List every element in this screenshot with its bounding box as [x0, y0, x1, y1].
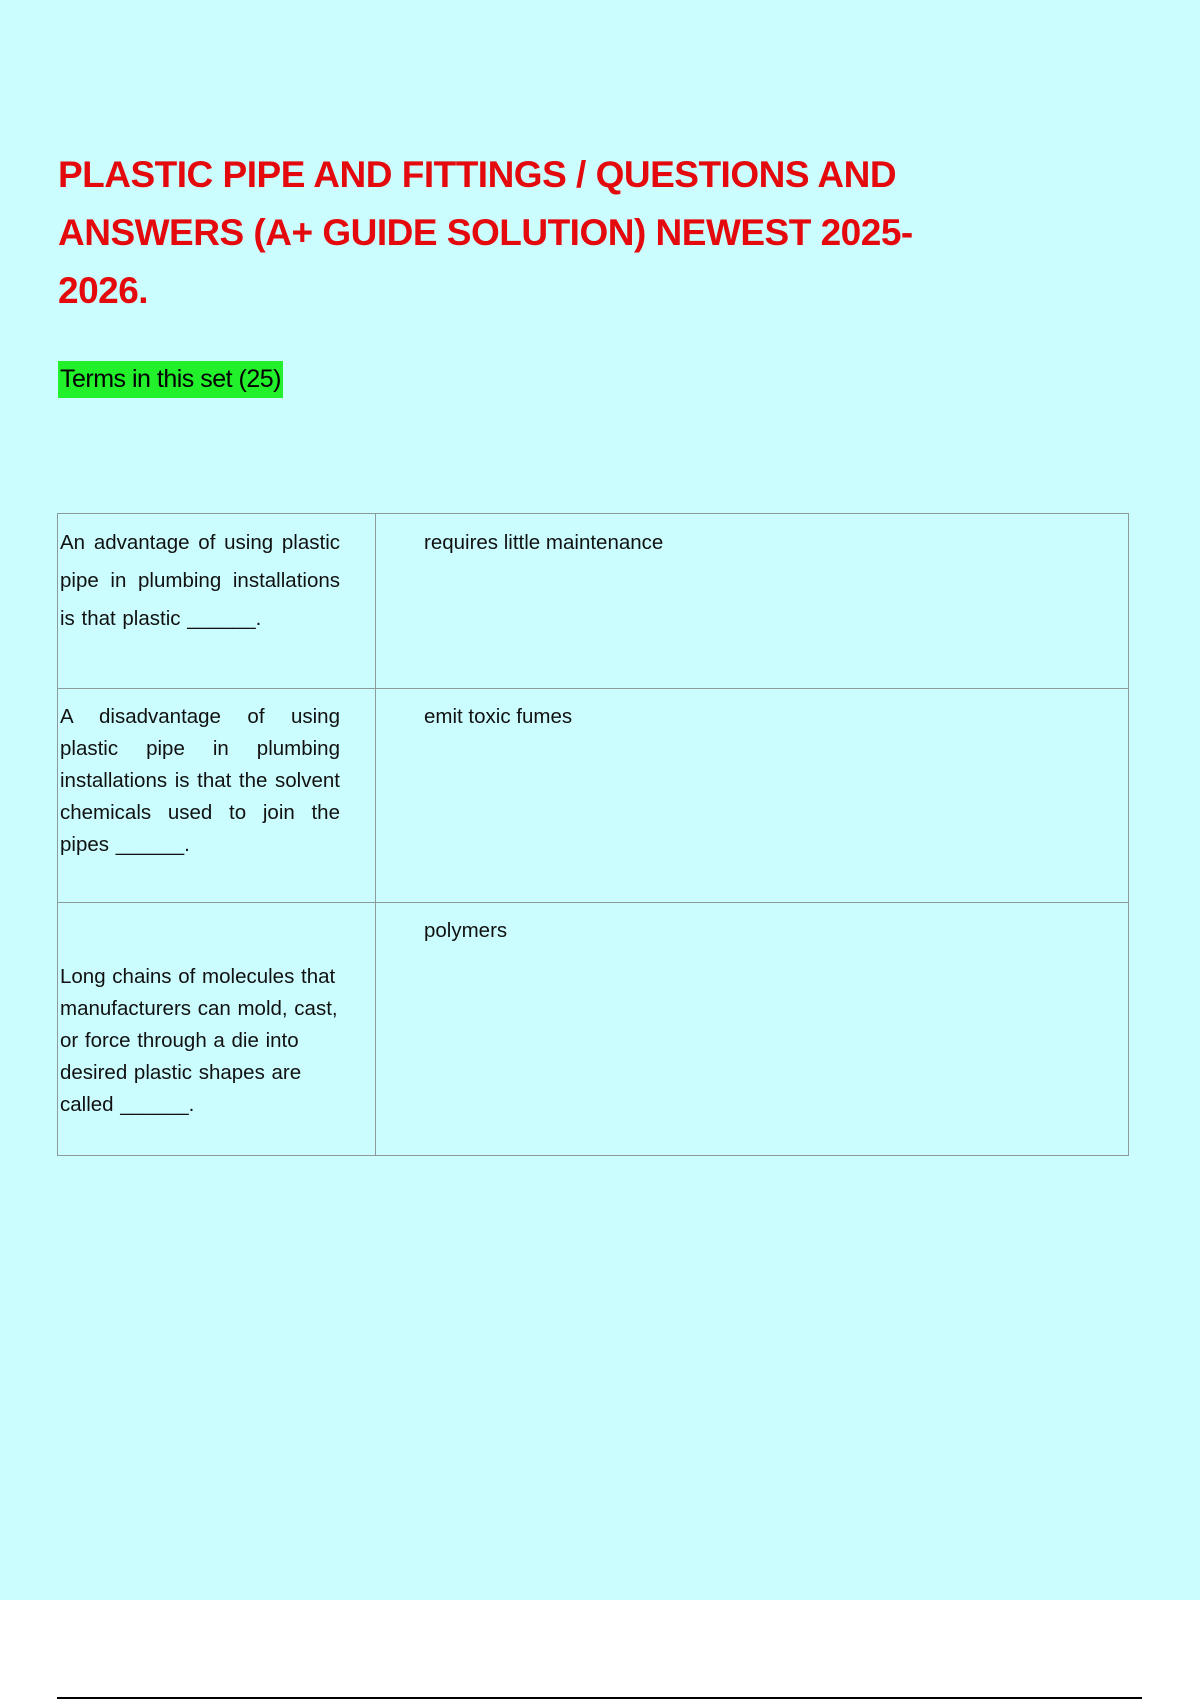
definition-cell	[376, 689, 1129, 903]
term-cell	[58, 903, 376, 1156]
term-text: Long chains of molecules that manufacturers can mold, cast, or force through a die into desired plastic shapes are called ______.	[60, 965, 338, 1116]
terms-count-label: Terms in this set (25)	[58, 361, 283, 398]
flashcard-row	[58, 903, 1129, 1156]
definition-text: emit toxic fumes	[424, 705, 573, 728]
document-title: PLASTIC PIPE AND FITTINGS / QUESTIONS AND ANSWERS (A+ GUIDE SOLUTION) NEWEST 2025-2026.	[58, 154, 913, 311]
flashcard-row	[58, 689, 1129, 903]
term-cell	[58, 514, 376, 689]
flashcard-table	[57, 513, 1129, 1156]
definition-cell	[376, 903, 1129, 1156]
term-text: A disadvantage of using plastic pipe in plumbing installations is that the solvent chemicals used to join the pipes ______.	[60, 705, 340, 856]
definition-text: polymers	[424, 919, 508, 942]
footer-divider	[57, 1697, 1142, 1699]
flashcard-row	[58, 514, 1129, 689]
term-text: An advantage of using plastic pipe in plumbing installations is that plastic ______.	[60, 531, 340, 630]
definition-text: requires little maintenance	[424, 531, 664, 554]
definition-cell	[376, 514, 1129, 689]
term-cell	[58, 689, 376, 903]
